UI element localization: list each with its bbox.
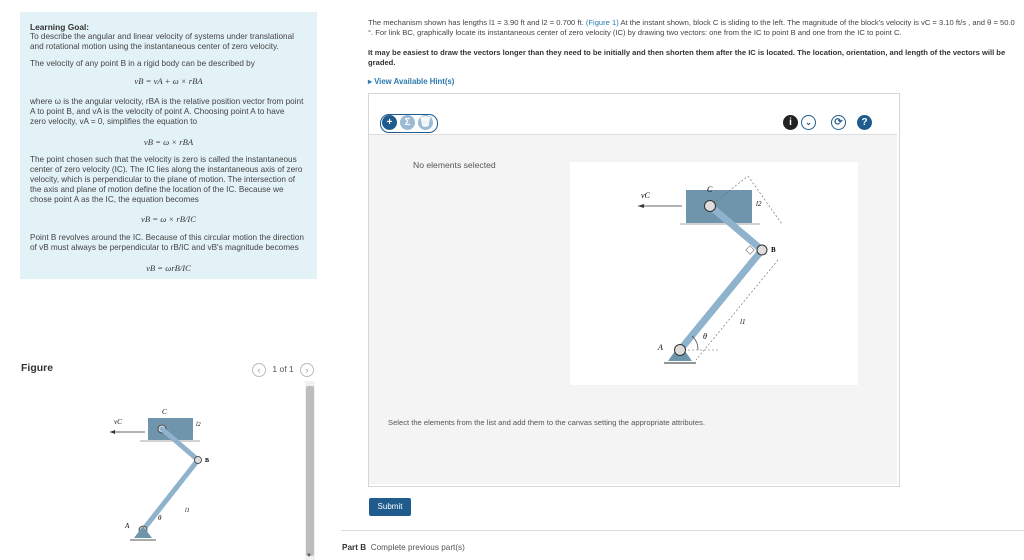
label-a: A (125, 522, 130, 530)
support-a (134, 526, 152, 538)
part-b-status: Complete previous part(s) (370, 543, 465, 552)
sigma-icon[interactable]: Σ (400, 115, 415, 130)
equation: vB = vA + ω × rBA (134, 76, 203, 86)
goal-text: velocity, which is perpendicular to the plane of motion. The intersection of (30, 175, 296, 184)
vc-arrowhead (110, 430, 115, 434)
canvas-label-c: C (707, 185, 713, 194)
canvas-right-angle (746, 246, 754, 254)
goal-text: zero velocity, vA = 0, simplifies the equation to (30, 117, 198, 126)
goal-text: center of zero velocity (IC). The IC lies along the instantaneous axis of zero (30, 165, 303, 174)
goal-text: A to point B, and vA is the velocity of point A. Choosing point A to have (30, 107, 285, 116)
goal-text: and rotational motion using the instantaneous center of zero velocity. (30, 42, 279, 51)
figure-pager (252, 363, 314, 377)
canvas-label-b: B (771, 246, 776, 254)
goal-heading: Learning Goal: (30, 22, 90, 32)
canvas-pin-b (757, 245, 767, 255)
goal-text: chose point A as the IC, the equation becomes (30, 195, 199, 204)
label-vc: vC (114, 418, 122, 426)
drawing-canvas[interactable] (570, 162, 858, 385)
canvas-label-vc: vC (641, 191, 650, 200)
goal-text: The point chosen such that the velocity is zero is called the instantaneous (30, 155, 297, 164)
refresh-icon[interactable]: ⟳ (831, 115, 846, 130)
figure-diagram (100, 400, 230, 560)
canvas-pin-a (675, 345, 686, 356)
hint-label: View Available Hint(s) (374, 77, 455, 86)
label-theta: θ (158, 514, 162, 522)
label-l2: l2 (196, 422, 201, 428)
goal-text: Point B revolves around the IC. Because of this circular motion the direction (30, 233, 304, 242)
goal-text: To describe the angular and linear velocity of systems under translational (30, 32, 294, 41)
problem-text: The mechanism shown has lengths l1 = 3.90 ft and l2 = 0.700 ft. (368, 18, 584, 27)
help-icon[interactable]: ? (857, 115, 872, 130)
section-divider (341, 530, 1024, 531)
trash-icon[interactable]: 🗑 (419, 117, 432, 128)
canvas-vc-arrowhead (638, 204, 644, 208)
canvas-pin-c (705, 201, 716, 212)
label-b: B (205, 458, 210, 464)
canvas-diagram[interactable] (570, 162, 858, 385)
equation: vB = ω × rB/IC (141, 214, 196, 224)
view-hints-link[interactable] (368, 77, 454, 86)
problem-text: ft/s , and θ = 50.0 °. For link BC, graphically locate its instantaneous center of zero velocity (IC) by drawing two vectors: one from the IC to point B and one from the IC to point C. (368, 18, 1015, 37)
goal-text: where ω is the angular velocity, rBA is the relative position vector from point (30, 97, 304, 106)
note-text: vectors will be graded. (368, 48, 1006, 67)
part-b-header[interactable] (342, 543, 465, 552)
goal-text: the axis and plane of motion define the location of the IC. Because we (30, 185, 284, 194)
pager-label: 1 of 1 (272, 364, 294, 375)
caret-right-icon: ▸ (368, 77, 372, 86)
note-text: It may be easiest to draw the vectors longer than they need to be initially and then shorten them after the IC is located. The location, orientation, and length of the (368, 48, 951, 57)
canvas-dim-l2b (748, 176, 782, 224)
canvas-label-theta: θ (703, 332, 707, 341)
next-figure-button[interactable]: › (300, 363, 314, 377)
equation: vB = ωrB/IC (146, 263, 191, 273)
tool-toolbar (369, 94, 897, 135)
no-elements-message: No elements selected (413, 160, 496, 170)
chevron-down-icon[interactable]: ⌄ (801, 115, 816, 130)
figure-title: Figure (21, 362, 54, 374)
part-b-label: Part B (342, 543, 367, 552)
goal-text: The velocity of any point B in a rigid body can be described by (30, 59, 255, 68)
problem-statement (368, 18, 1018, 38)
info-icon[interactable]: i (783, 115, 798, 130)
problem-text: At the instant shown, block C is sliding to the left. The magnitude of the block's velocity is vC = 3.10 (620, 18, 954, 27)
label-l1: l1 (185, 508, 190, 514)
link-ab (143, 460, 198, 530)
equation: vB = ω × rBA (143, 137, 194, 147)
learning-goal-box (20, 12, 317, 279)
goal-text: of vB must always be perpendicular to rB/IC and vB's magnitude becomes (30, 243, 299, 252)
figure-link[interactable]: (Figure 1) (585, 18, 619, 27)
canvas-label-a: A (658, 343, 663, 352)
label-c: C (162, 408, 167, 416)
canvas-label-l1: l1 (740, 318, 746, 326)
scroll-down-icon[interactable]: ▼ (306, 553, 312, 559)
canvas-label-l2: l2 (756, 200, 762, 208)
grading-note (368, 48, 1013, 68)
pin-b (195, 457, 202, 464)
scrollbar-thumb[interactable] (306, 386, 314, 556)
plus-icon[interactable]: + (382, 115, 397, 130)
prev-figure-button[interactable]: ‹ (252, 363, 266, 377)
tool-instructions: Select the elements from the list and add them to the canvas setting the appropriate attributes. (388, 418, 706, 427)
submit-button[interactable]: Submit (369, 498, 411, 516)
canvas-link-ab (680, 250, 762, 350)
